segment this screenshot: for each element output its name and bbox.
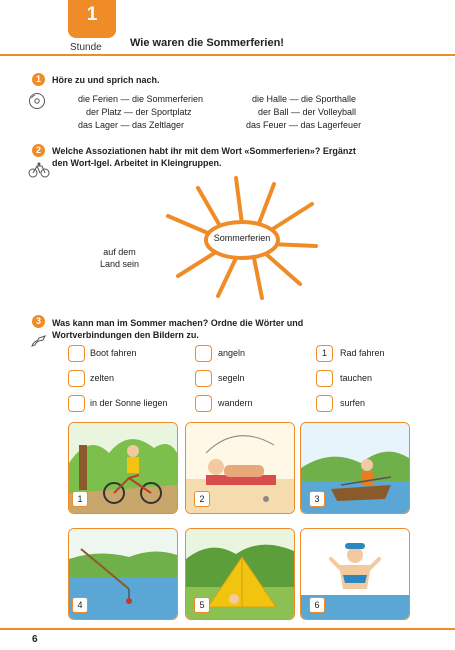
item-label-angeln: angeln — [218, 348, 246, 358]
picture-number-6: 6 — [309, 597, 325, 613]
header-divider — [0, 54, 455, 56]
lesson-number: 1 — [86, 4, 98, 25]
item-label-sonne-liegen: in der Sonne liegen — [90, 398, 168, 408]
item-checkbox-tauchen[interactable] — [316, 370, 333, 387]
task2-instruction-line2: den Wort-Igel. Arbeitet in Kleingruppen. — [52, 158, 222, 168]
cd-icon — [28, 92, 46, 115]
page-number: 6 — [32, 634, 38, 645]
picture-number-5: 5 — [194, 597, 210, 613]
vocab-right-1: der Ball — der Volleyball — [258, 107, 357, 117]
item-checkbox-segeln[interactable] — [195, 370, 212, 387]
footer-divider — [0, 628, 455, 630]
item-label-zelten: zelten — [90, 373, 115, 383]
word-web-hint — [100, 246, 139, 270]
vocab-left-2: das Lager — das Zeltlager — [78, 120, 185, 130]
sun-center-word: Sommerferien — [213, 233, 271, 243]
vocab-left-0: die Ferien — die Sommerferien — [78, 94, 204, 104]
item-label-wandern: wandern — [218, 398, 253, 408]
picture-number-3: 3 — [309, 491, 325, 507]
item-checkbox-angeln[interactable] — [195, 345, 212, 362]
vocab-right-0: die Halle — die Sporthalle — [252, 94, 357, 104]
vocab-left-1: der Platz — der Sportplatz — [86, 107, 192, 117]
task-number-1: 1 — [32, 73, 45, 86]
task3-instruction-line1: Was kann man im Sommer machen? Ordne die Wörter und — [52, 318, 304, 328]
item-checkbox-rad-fahren[interactable]: 1 — [316, 345, 333, 362]
item-label-tauchen: tauchen — [340, 373, 373, 383]
item-checkbox-sonne-liegen[interactable] — [68, 395, 85, 412]
item-checkbox-boot-fahren[interactable] — [68, 345, 85, 362]
item-checkbox-surfen[interactable] — [316, 395, 333, 412]
lesson-label: Stunde — [70, 42, 102, 53]
task2-instruction-line1: Welche Assoziationen habt ihr mit dem Wort «Sommerferien»? Ergänzt — [52, 146, 356, 156]
task1-instruction: Höre zu und sprich nach. — [52, 75, 160, 85]
picture-number-2: 2 — [194, 491, 210, 507]
task-number-2: 2 — [32, 144, 45, 157]
group-icon — [28, 162, 50, 183]
hint-line-2: Land sein — [100, 259, 140, 269]
item-checkbox-zelten[interactable] — [68, 370, 85, 387]
task3-instruction-line2: Wortverbindungen den Bildern zu. — [52, 330, 199, 340]
page-title: Wie waren die Sommerferien! — [130, 37, 284, 49]
item-label-surfen: surfen — [340, 398, 366, 408]
picture-number-4: 4 — [72, 597, 88, 613]
hint-line-1: auf dem — [103, 247, 136, 257]
pen-icon — [30, 334, 48, 353]
item-label-boot-fahren: Boot fahren — [90, 348, 137, 358]
item-label-segeln: segeln — [218, 373, 245, 383]
item-checkbox-wandern[interactable] — [195, 395, 212, 412]
vocab-right-2: das Feuer — das Lagerfeuer — [246, 120, 362, 130]
item-label-rad-fahren: Rad fahren — [340, 348, 385, 358]
picture-number-1: 1 — [72, 491, 88, 507]
task-number-3: 3 — [32, 315, 45, 328]
